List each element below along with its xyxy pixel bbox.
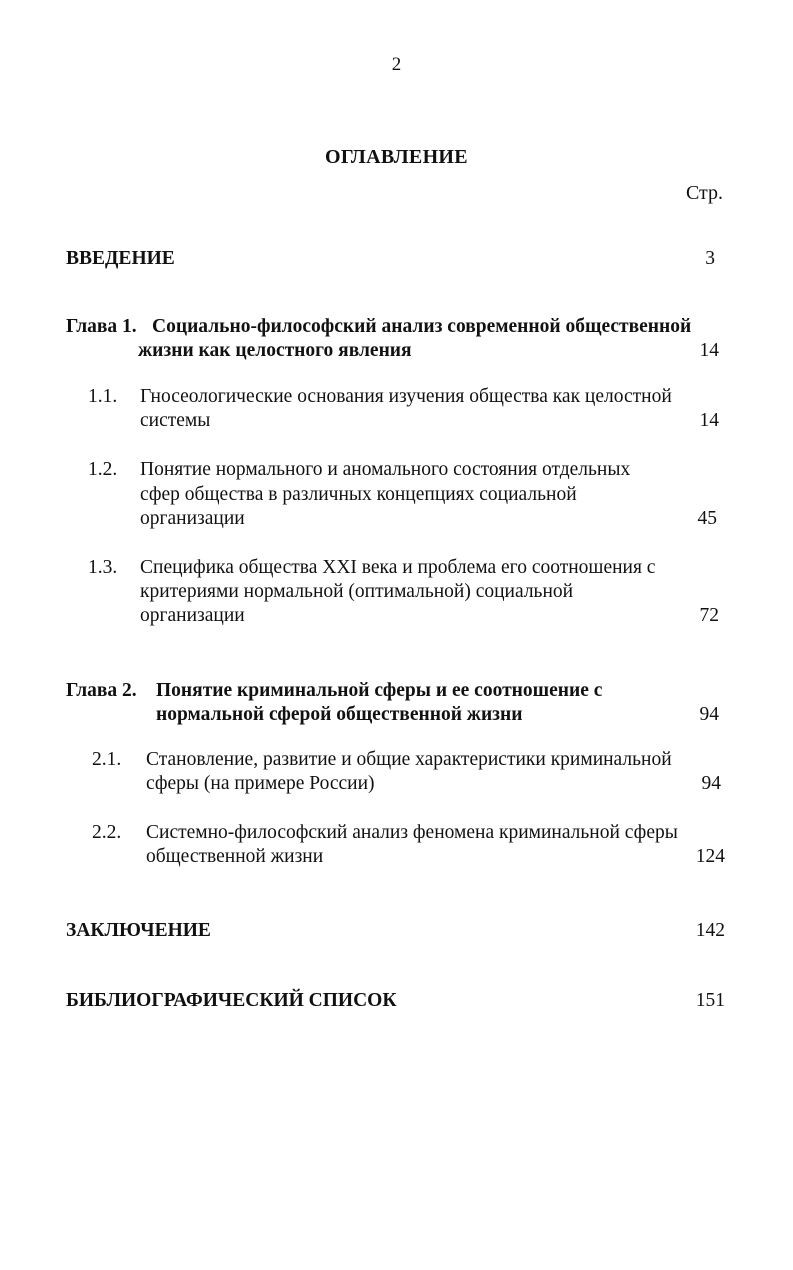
toc-label: ЗАКЛЮЧЕНИЕ (66, 920, 211, 941)
section-title-line: Специфика общества XXI века и проблема его соотношения с (140, 557, 656, 578)
chapter-title-line: жизни как целостного явления (138, 340, 412, 361)
toc-page: 14 (699, 340, 719, 361)
page-number: 2 (391, 54, 402, 75)
chapter-title-line: нормальной сферой общественной жизни (156, 704, 523, 725)
section-number: 1.2. (88, 459, 118, 480)
toc-page: 151 (695, 990, 725, 1011)
chapter-title-line: Понятие криминальной сферы и ее соотношение с (156, 680, 603, 701)
toc-page: 94 (699, 704, 719, 725)
toc-page: 142 (695, 920, 725, 941)
section-title-line: системы (140, 410, 211, 431)
section-title-line: общественной жизни (146, 846, 324, 867)
section-title-line: сфер общества в различных концепциях социальной (140, 484, 577, 505)
page-column-label: Стр. (685, 182, 723, 204)
section-title-line: организации (140, 605, 245, 626)
section-title-line: сферы (на примере России) (146, 773, 375, 794)
section-title-line: организации (140, 508, 245, 529)
toc-label: БИБЛИОГРАФИЧЕСКИЙ СПИСОК (66, 990, 397, 1011)
chapter-prefix: Глава 2. (66, 680, 137, 701)
section-number: 1.1. (88, 386, 118, 407)
toc-page: 45 (697, 508, 717, 529)
chapter-prefix: Глава 1. (66, 316, 137, 337)
toc-page: 14 (699, 410, 719, 431)
section-title-line: Системно-философский анализ феномена криминальной сферы (146, 822, 678, 843)
section-title-line: критериями нормальной (оптимальной) социальной (140, 581, 574, 602)
section-number: 1.3. (88, 557, 118, 578)
section-title-line: Гносеологические основания изучения общества как целостной (140, 386, 672, 407)
toc-label: ВВЕДЕНИЕ (66, 248, 175, 269)
section-number: 2.1. (92, 749, 122, 770)
page-title: ОГЛАВЛЕНИЕ (325, 146, 468, 168)
section-title-line: Понятие нормального и аномального состояния отдельных (140, 459, 631, 480)
section-number: 2.2. (92, 822, 122, 843)
toc-page: 124 (695, 846, 725, 867)
toc-page: 94 (701, 773, 721, 794)
toc-page: 3 (705, 248, 715, 269)
toc-page: 72 (699, 605, 719, 626)
section-title-line: Становление, развитие и общие характеристики криминальной (146, 749, 672, 770)
chapter-title-line: Социально-философский анализ современной общественной (152, 316, 692, 337)
